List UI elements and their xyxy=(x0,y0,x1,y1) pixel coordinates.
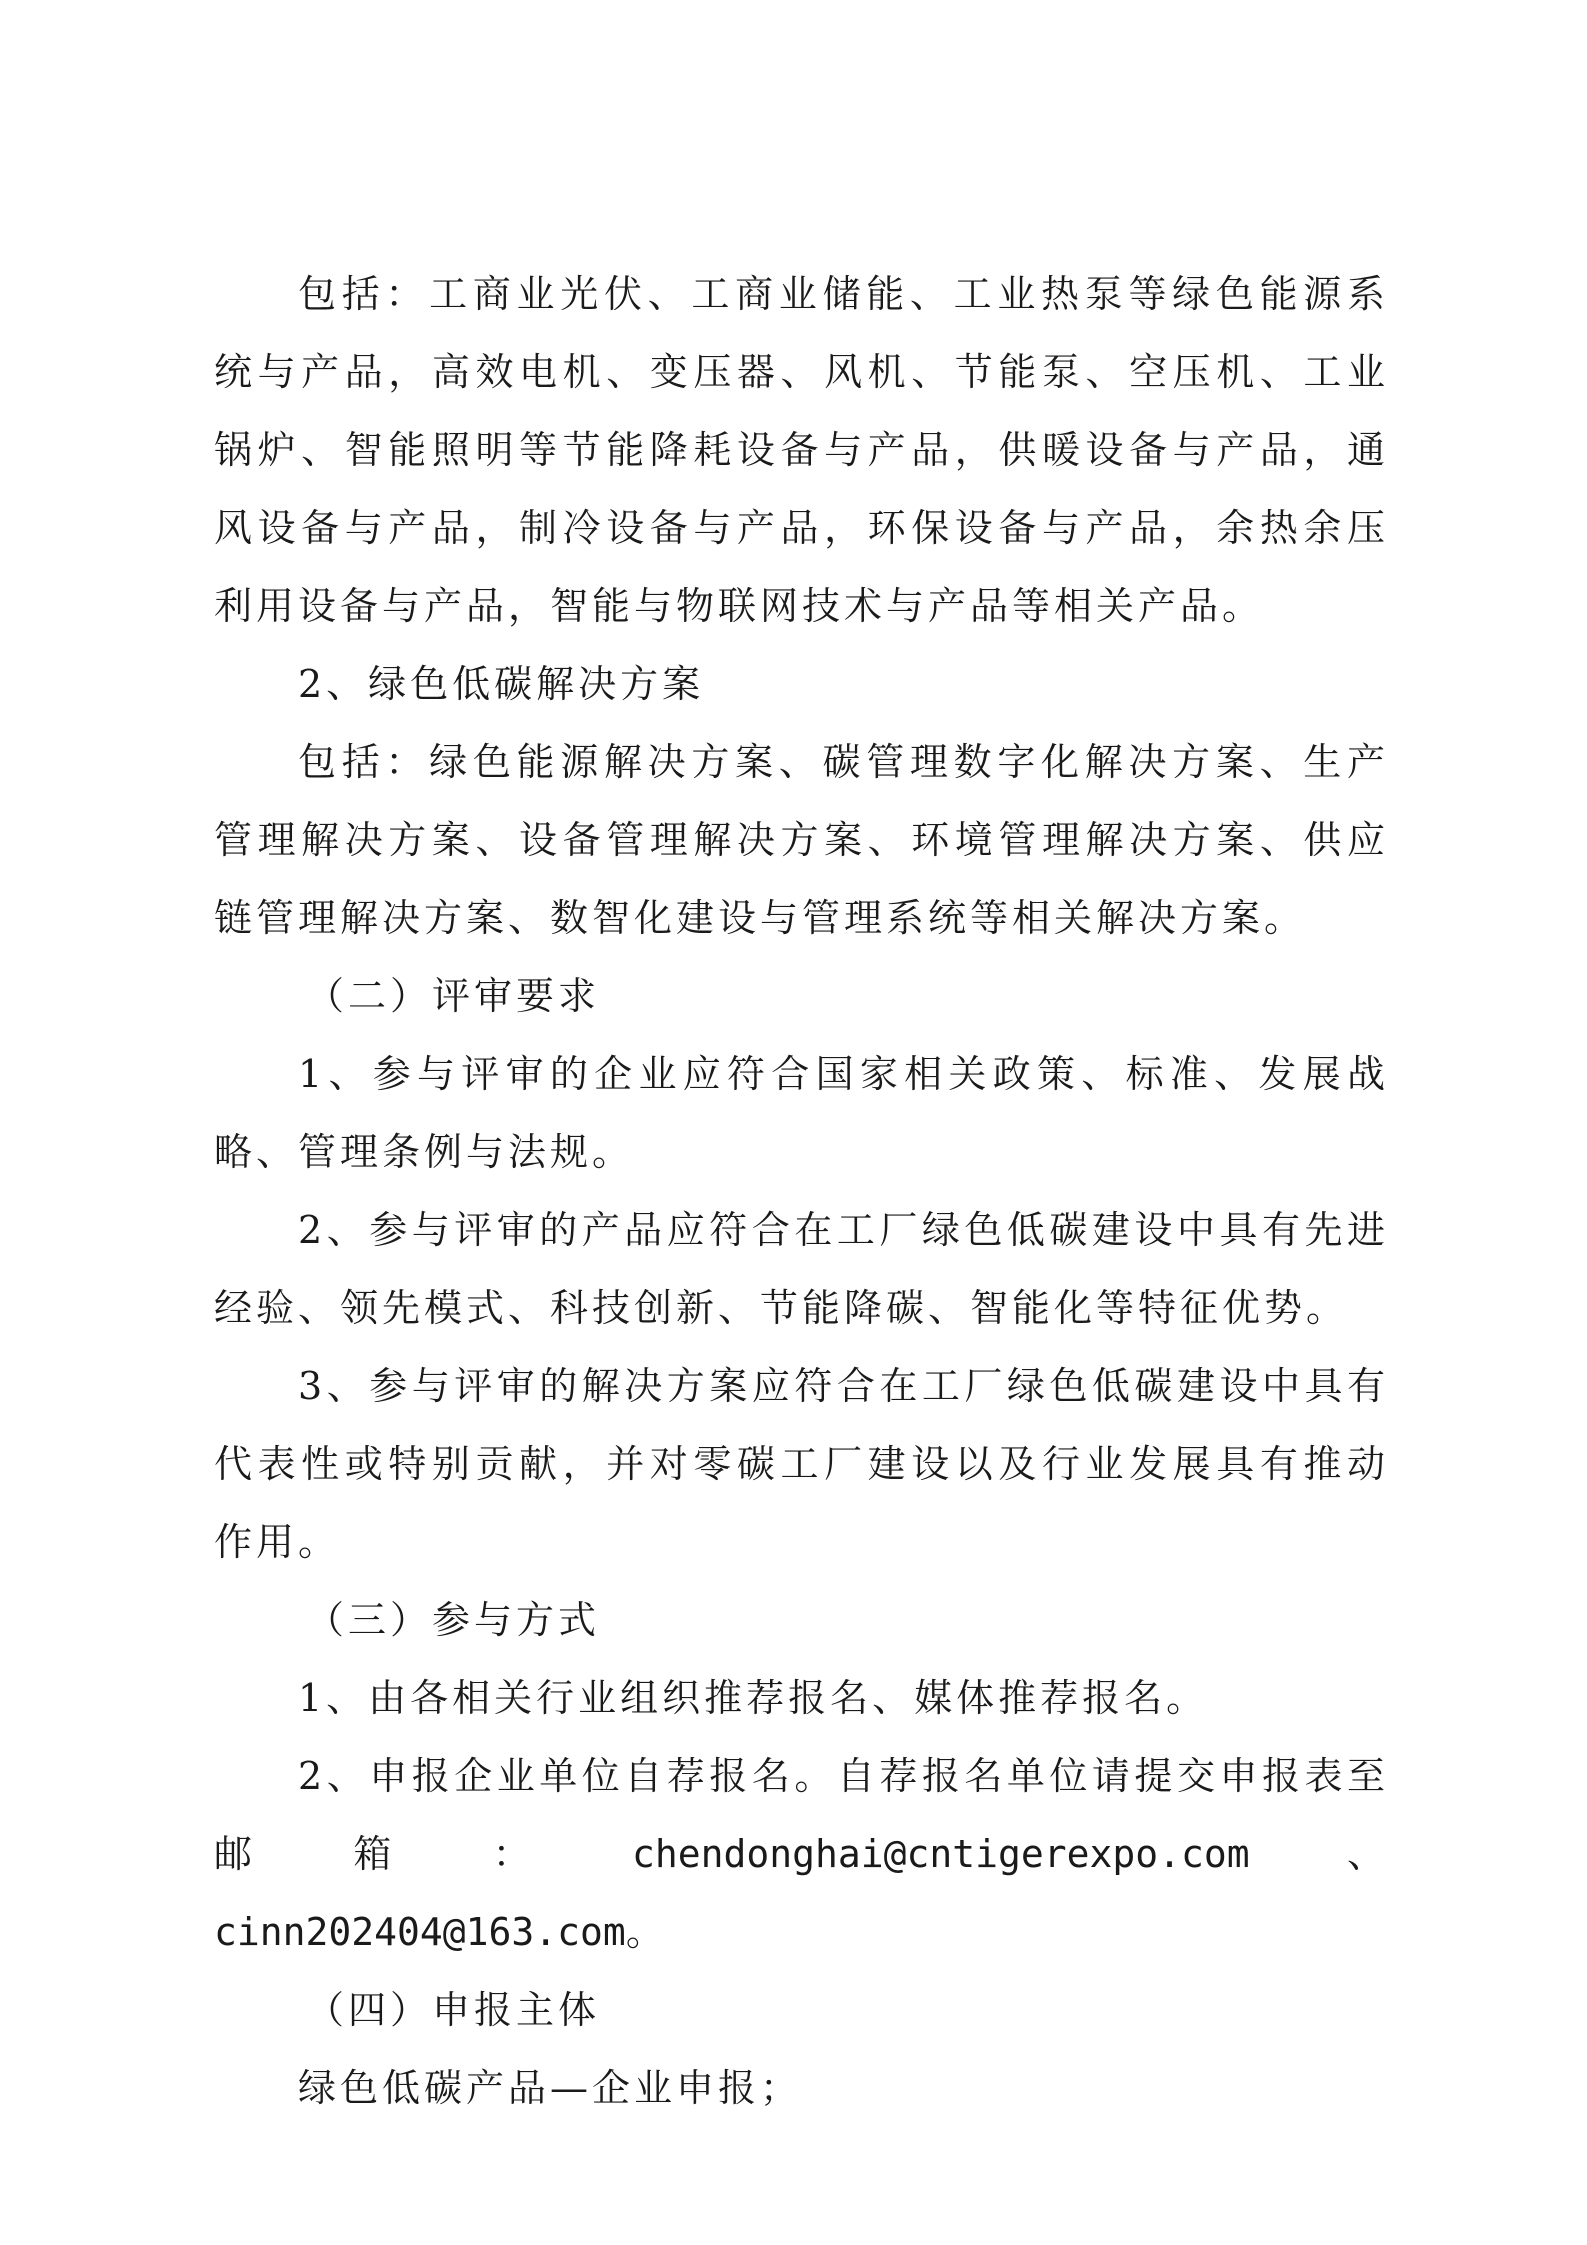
participation-2-text: 2、申报企业单位自荐报名。自荐报名单位请提交申报表至邮箱： xyxy=(214,1754,1389,1876)
participation-1: 1、由各相关行业组织推荐报名、媒体推荐报名。 xyxy=(298,1676,1209,1720)
document-body xyxy=(214,255,1389,2127)
requirement-3: 3、参与评审的解决方案应符合在工厂绿色低碳建设中具有代表性或特别贡献，并对零碳工厂建设以及行业发展具有推动作用。 xyxy=(214,1364,1389,1564)
applicant-1: 绿色低碳产品—企业申报； xyxy=(298,2066,803,2110)
section-applicant: （四）申报主体 xyxy=(306,1988,601,2032)
requirement-2: 2、参与评审的产品应符合在工厂绿色低碳建设中具有先进经验、领先模式、科技创新、节能降碳、智能化等特征优势。 xyxy=(214,1208,1389,1330)
participation-2 xyxy=(214,1737,1389,1971)
requirement-1: 1、参与评审的企业应符合国家相关政策、标准、发展战略、管理条例与法规。 xyxy=(214,1052,1389,1174)
email-link-1[interactable]: chendonghai@cntigerexpo.com xyxy=(631,1832,1250,1876)
section-review-requirements: （二）评审要求 xyxy=(306,974,601,1018)
solutions-heading: 2、绿色低碳解决方案 xyxy=(298,662,705,706)
products-description: 包括：工商业光伏、工商业储能、工业热泵等绿色能源系统与产品，高效电机、变压器、风机、节能泵、空压机、工业锅炉、智能照明等节能降耗设备与产品，供暖设备与产品，通风设备与产品，制冷设备与产品，环保设备与产品，余热余压利用设备与产品，智能与物联网技术与产品等相关产品。 xyxy=(214,272,1389,628)
solutions-description: 包括：绿色能源解决方案、碳管理数字化解决方案、生产管理解决方案、设备管理解决方案、环境管理解决方案、供应链管理解决方案、数智化建设与管理系统等相关解决方案。 xyxy=(214,740,1389,940)
email-link-2[interactable]: cinn202404@163.com xyxy=(214,1910,626,1954)
participation-2-end: 。 xyxy=(625,1910,668,1954)
section-participation: （三）参与方式 xyxy=(306,1598,601,1642)
email-separator: 、 xyxy=(1249,1832,1389,1876)
